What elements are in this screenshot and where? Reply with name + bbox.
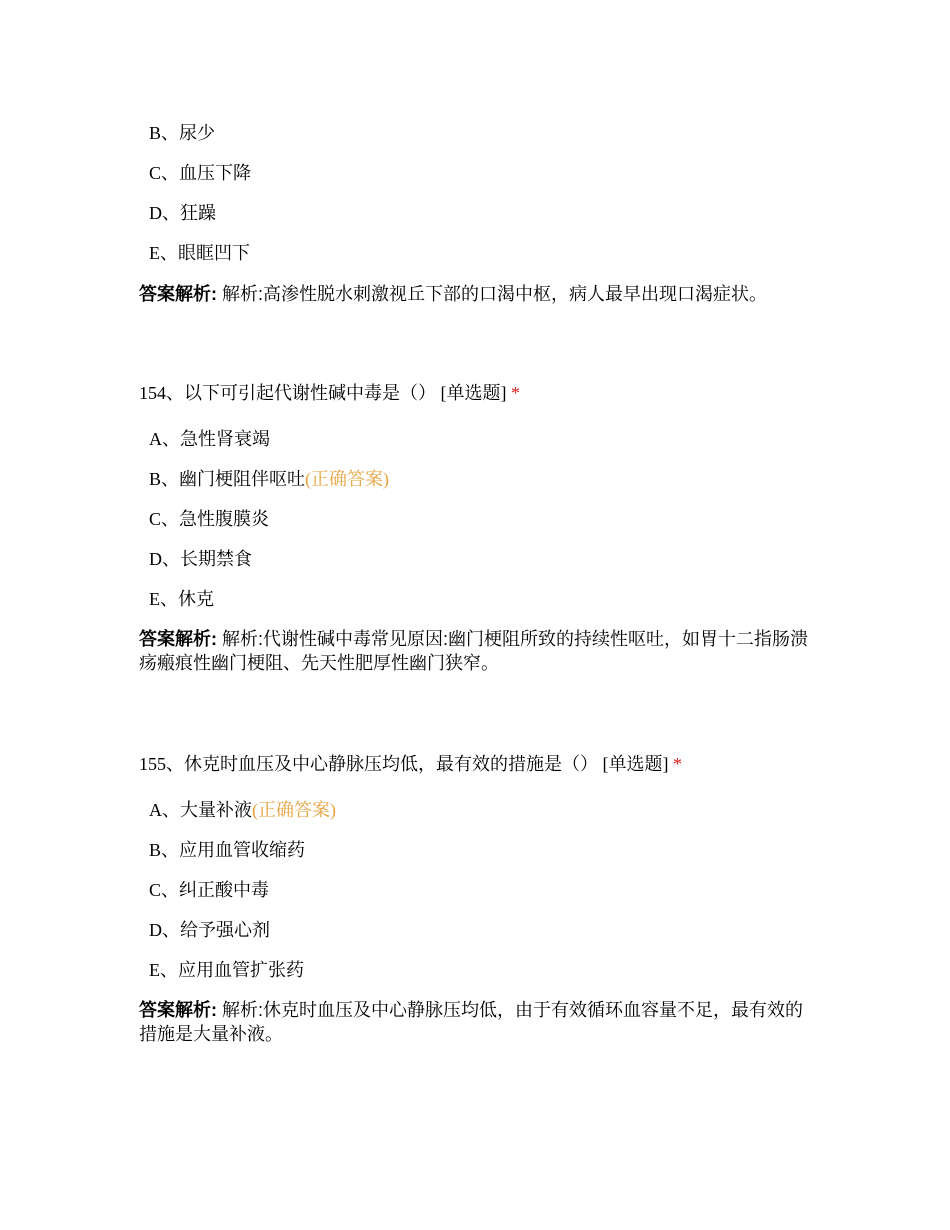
- answer-analysis: 答案解析: 解析:代谢性碱中毒常见原因:幽门梗阻所致的持续性呕吐，如胃十二指肠溃疡瘢痕性幽门梗阻、先天性肥厚性幽门狭窄。: [139, 629, 808, 673]
- option-b: B、尿少: [149, 123, 216, 143]
- option-c: C、血压下降: [149, 163, 252, 183]
- option-b: B、幽门梗阻伴呕吐(正确答案): [149, 469, 390, 489]
- answer-analysis: 答案解析: 解析:高渗性脱水刺激视丘下部的口渴中枢，病人最早出现口渴症状。: [139, 284, 767, 304]
- option-e: E、应用血管扩张药: [149, 960, 304, 980]
- option-a: A、急性肾衰竭: [149, 429, 270, 449]
- option-d: D、长期禁食: [149, 549, 252, 569]
- required-mark: *: [673, 754, 682, 774]
- correct-answer-tag: (正确答案): [252, 800, 336, 820]
- question-title: 155、休克时血压及中心静脉压均低，最有效的措施是（） [单选题] *: [139, 754, 682, 774]
- option-d: D、狂躁: [149, 203, 216, 223]
- option-b: B、应用血管收缩药: [149, 840, 306, 860]
- answer-analysis-label: 答案解析:: [139, 284, 217, 304]
- option-d: D、给予强心剂: [149, 920, 270, 940]
- option-e: E、休克: [149, 589, 214, 609]
- answer-analysis-label: 答案解析:: [139, 629, 217, 649]
- answer-analysis-label: 答案解析:: [139, 1000, 217, 1020]
- required-mark: *: [511, 383, 520, 403]
- option-c: C、纠正酸中毒: [149, 880, 270, 900]
- option-a: A、大量补液(正确答案): [149, 800, 336, 820]
- answer-analysis: 答案解析: 解析:休克时血压及中心静脉压均低，由于有效循环血容量不足，最有效的措施是大量补液。: [139, 1000, 803, 1044]
- question-type-tag: [单选题]: [598, 754, 673, 774]
- option-e: E、眼眶凹下: [149, 243, 250, 263]
- question-title: 154、以下可引起代谢性碱中毒是（） [单选题] *: [139, 383, 520, 403]
- option-c: C、急性腹膜炎: [149, 509, 270, 529]
- question-type-tag: [单选题]: [436, 383, 511, 403]
- correct-answer-tag: (正确答案): [305, 469, 390, 489]
